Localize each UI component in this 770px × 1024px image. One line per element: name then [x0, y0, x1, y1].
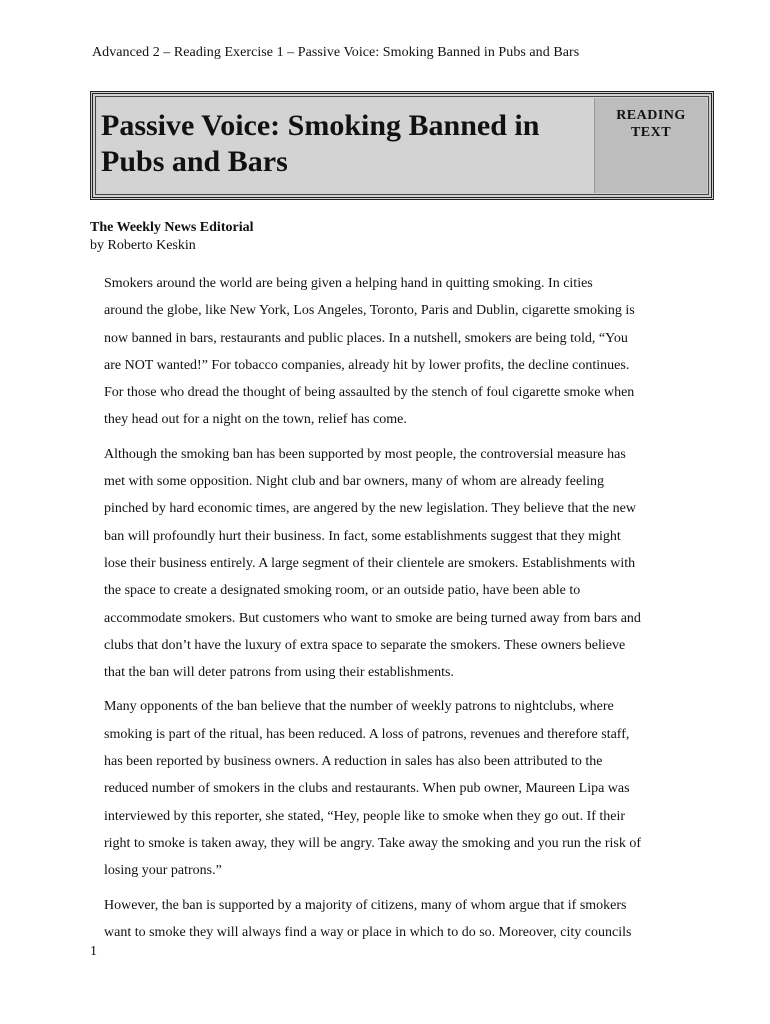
- text-line: interviewed by this reporter, she stated, “Hey, people like to smoke when they go out. If their: [104, 808, 626, 824]
- title-side-panel: [594, 98, 707, 193]
- publication-name: The Weekly News Editorial: [90, 220, 254, 235]
- text-line: are NOT wanted!” For tobacco companies, already hit by lower profits, the decline continues.: [104, 357, 630, 373]
- text-line: smoking is part of the ritual, has been reduced. A loss of patrons, revenues and therefore staff,: [104, 726, 630, 742]
- title-panel: [97, 98, 597, 193]
- page-number: 1: [90, 944, 97, 959]
- author-byline: by Roberto Keskin: [90, 238, 196, 253]
- article-body: [90, 270, 684, 953]
- text-line: now banned in bars, restaurants and public places. In a nutshell, smokers are being told, “You: [104, 330, 628, 346]
- text-line: the space to create a designated smoking room, or an outside patio, have been able to: [104, 583, 581, 599]
- text-line: that the ban will deter patrons from using their establishments.: [104, 665, 454, 681]
- text-line: pinched by hard economic times, are angered by the new legislation. They believe that the new: [104, 501, 636, 517]
- text-line: want to smoke they will always find a way or place in which to do so. Moreover, city councils: [104, 924, 632, 940]
- text-line: they head out for a night on the town, relief has come.: [104, 412, 407, 428]
- text-line: accommodate smokers. But customers who want to smoke are being turned away from bars and: [104, 610, 641, 626]
- paragraph-3: [90, 693, 684, 884]
- text-line: ban will profoundly hurt their business. In fact, some establishments suggest that they might: [104, 528, 621, 544]
- text-line: For those who dread the thought of being assaulted by the stench of foul cigarette smoke when: [104, 385, 635, 401]
- text-line: met with some opposition. Night club and bar owners, many of whom are already feeling: [104, 474, 604, 490]
- byline-block: [90, 219, 253, 255]
- text-line: reduced number of smokers in the clubs and restaurants. When pub owner, Maureen Lipa was: [104, 781, 630, 797]
- text-line: has been reported by business owners. A reduction in sales has also been attributed to the: [104, 754, 603, 770]
- title-box: [90, 91, 714, 200]
- paragraph-2: [90, 441, 684, 687]
- running-header: Advanced 2 – Reading Exercise 1 – Passive Voice: Smoking Banned in Pubs and Bars: [92, 45, 580, 60]
- reading-text-label: READING TEXT: [616, 108, 686, 140]
- text-line: right to smoke is taken away, they will be angry. Take away the smoking and you run the risk of: [104, 835, 641, 851]
- text-line: around the globe, like New York, Los Angeles, Toronto, Paris and Dublin, cigarette smoking is: [104, 303, 635, 319]
- text-line: Although the smoking ban has been supported by most people, the controversial measure has: [104, 446, 626, 462]
- text-line: Smokers around the world are being given a helping hand in quitting smoking. In cities: [104, 276, 593, 291]
- text-line: losing your patrons.”: [104, 863, 222, 879]
- text-line: clubs that don’t have the luxury of extra space to separate the smokers. These owners believe: [104, 637, 626, 653]
- text-line: However, the ban is supported by a majority of citizens, many of whom argue that if smokers: [104, 897, 627, 913]
- text-line: Many opponents of the ban believe that the number of weekly patrons to nightclubs, where: [104, 699, 614, 715]
- document-title: Passive Voice: Smoking Banned in Pubs and Bars: [101, 109, 540, 178]
- paragraph-4: [90, 892, 684, 947]
- text-line: lose their business entirely. A large segment of their clientele are smokers. Establishments with: [104, 555, 636, 571]
- paragraph-1: [90, 270, 684, 434]
